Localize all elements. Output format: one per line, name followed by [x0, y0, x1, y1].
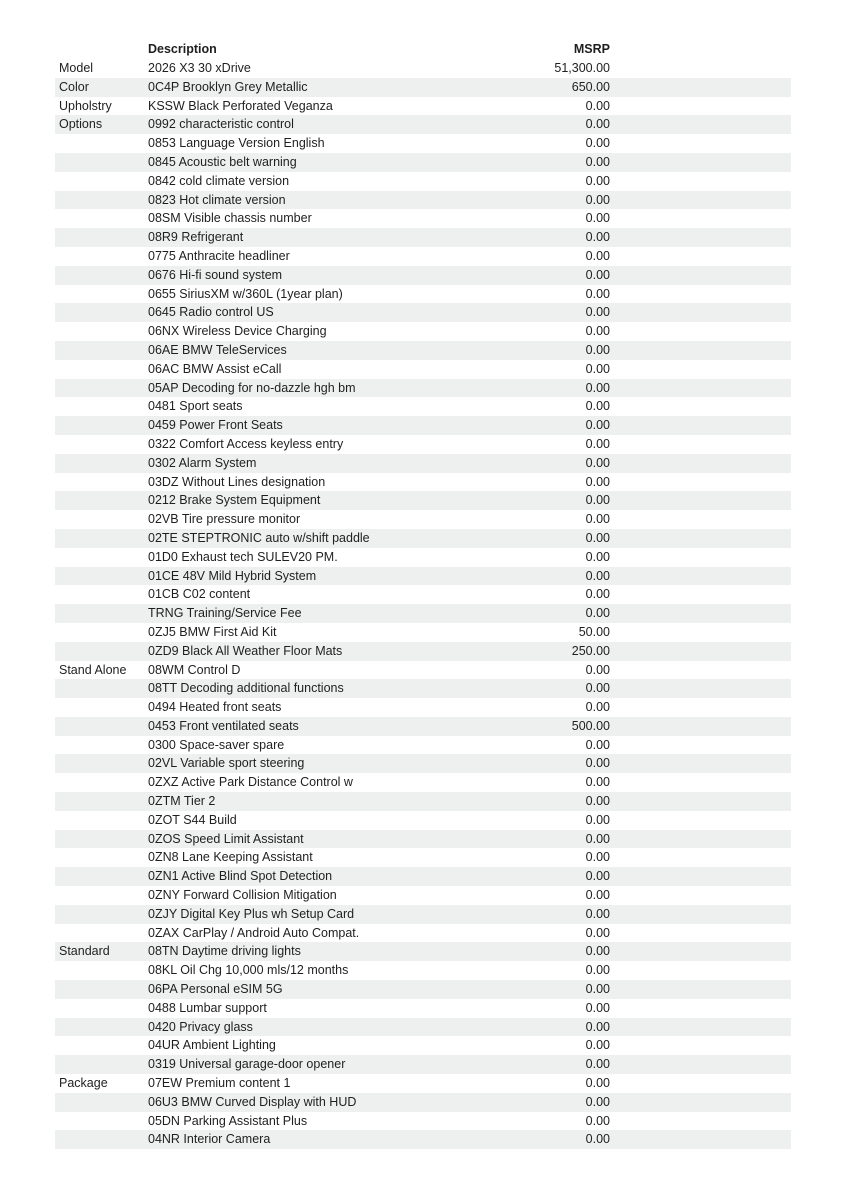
- description-cell: 0845 Acoustic belt warning: [148, 154, 297, 169]
- table-row: [55, 454, 791, 473]
- table-row: [55, 999, 791, 1018]
- spacer-cell: [610, 491, 791, 510]
- category-cell: [55, 228, 148, 247]
- table-row: [55, 604, 791, 623]
- description-cell: 0488 Lumbar support: [148, 1000, 267, 1015]
- spacer-cell: [610, 97, 791, 116]
- category-cell: Upholstry: [59, 98, 112, 113]
- table-row: [55, 510, 791, 529]
- category-cell: [55, 153, 148, 172]
- description-cell: 0853 Language Version English: [148, 136, 325, 151]
- description-cell: 0ZJY Digital Key Plus wh Setup Card: [148, 906, 355, 921]
- description-cell: 0992 characteristic control: [148, 117, 294, 132]
- description-cell: 05AP Decoding for no-dazzle hgh bm: [148, 380, 356, 395]
- description-cell: 08KL Oil Chg 10,000 mls/12 months: [148, 963, 349, 978]
- description-cell: 08SM Visible chassis number: [148, 211, 312, 226]
- msrp-cell: 500.00: [571, 718, 610, 733]
- spacer-cell: [610, 266, 791, 285]
- spacer-cell: [610, 548, 791, 567]
- msrp-cell: 0.00: [585, 1113, 610, 1128]
- msrp-cell: 0.00: [585, 888, 610, 903]
- description-cell: 0322 Comfort Access keyless entry: [148, 436, 344, 451]
- spacer-cell: [610, 228, 791, 247]
- category-cell: Standard: [59, 944, 110, 959]
- table-row: [55, 792, 791, 811]
- table-row: [55, 1093, 791, 1112]
- msrp-cell: 51,300.00: [554, 61, 610, 75]
- spacer-cell: [610, 623, 791, 642]
- category-cell: [55, 567, 148, 586]
- msrp-cell: 0.00: [585, 154, 610, 169]
- description-cell: 0ZXZ Active Park Distance Control w: [148, 775, 353, 790]
- spacer-cell: [610, 1036, 791, 1055]
- msrp-cell: 0.00: [585, 512, 610, 527]
- msrp-cell: 0.00: [585, 455, 610, 470]
- spacer-cell: [610, 642, 791, 661]
- category-cell: [55, 886, 148, 905]
- category-cell: [55, 792, 148, 811]
- table-row: [55, 285, 791, 304]
- category-cell: [55, 303, 148, 322]
- description-cell: 02TE STEPTRONIC auto w/shift paddle: [148, 530, 370, 545]
- table-row: [55, 247, 791, 266]
- msrp-cell: 0.00: [585, 136, 610, 151]
- msrp-cell: 0.00: [585, 380, 610, 395]
- description-cell: 0C4P Brooklyn Grey Metallic: [148, 79, 308, 94]
- msrp-cell: 0.00: [585, 1038, 610, 1053]
- spacer-cell: [610, 999, 791, 1018]
- msrp-cell: 0.00: [585, 399, 610, 414]
- msrp-cell: 0.00: [585, 568, 610, 583]
- category-cell: [55, 604, 148, 623]
- spacer-cell: [610, 717, 791, 736]
- spacer-cell: [610, 961, 791, 980]
- msrp-cell: 50.00: [578, 624, 610, 639]
- category-cell: [55, 679, 148, 698]
- spacer-cell: [610, 924, 791, 943]
- spacer-cell: [610, 754, 791, 773]
- table-row: [55, 115, 791, 134]
- description-cell: KSSW Black Perforated Veganza: [148, 98, 333, 113]
- spacer-cell: [610, 172, 791, 191]
- category-cell: [55, 1130, 148, 1149]
- spacer-cell: [610, 416, 791, 435]
- description-cell: 0ZN8 Lane Keeping Assistant: [148, 850, 313, 865]
- table-row: [55, 905, 791, 924]
- header-msrp-cell: MSRP: [573, 42, 610, 56]
- table-row: [55, 341, 791, 360]
- header-description-cell: Description: [148, 42, 217, 56]
- spacer-cell: [610, 1055, 791, 1074]
- category-cell: Model: [59, 61, 94, 75]
- msrp-cell: 0.00: [585, 530, 610, 545]
- category-cell: [55, 717, 148, 736]
- category-cell: [55, 379, 148, 398]
- msrp-cell: 0.00: [585, 944, 610, 959]
- description-cell: 07EW Premium content 1: [148, 1076, 291, 1091]
- msrp-cell: 0.00: [585, 850, 610, 865]
- description-cell: 06U3 BMW Curved Display with HUD: [148, 1094, 357, 1109]
- msrp-cell: 0.00: [585, 1132, 610, 1147]
- table-row: [55, 1112, 791, 1131]
- spacer-cell: [610, 811, 791, 830]
- category-cell: [55, 247, 148, 266]
- table-row: [55, 942, 791, 961]
- spacer-cell: [610, 886, 791, 905]
- category-cell: [55, 416, 148, 435]
- msrp-cell: 0.00: [585, 286, 610, 301]
- description-cell: 08R9 Refrigerant: [148, 230, 244, 245]
- msrp-cell: 0.00: [585, 248, 610, 263]
- spacer-cell: [610, 247, 791, 266]
- spacer-cell: [610, 454, 791, 473]
- description-cell: 02VL Variable sport steering: [148, 756, 305, 771]
- spacer-cell: [610, 59, 791, 78]
- description-cell: 0453 Front ventilated seats: [148, 718, 299, 733]
- table-row: [55, 416, 791, 435]
- spacer-cell: [610, 661, 791, 680]
- spacer-cell: [610, 980, 791, 999]
- category-cell: [55, 1093, 148, 1112]
- table-row: [55, 567, 791, 586]
- table-row: [55, 379, 791, 398]
- table-row: [55, 961, 791, 980]
- msrp-cell: 0.00: [585, 681, 610, 696]
- category-cell: Options: [59, 117, 103, 132]
- spacer-cell: [610, 379, 791, 398]
- description-cell: 0775 Anthracite headliner: [148, 248, 290, 263]
- vehicle-spec-table: [55, 40, 791, 1149]
- table-row: [55, 97, 791, 116]
- table-row: [55, 642, 791, 661]
- table-row: [55, 134, 791, 153]
- category-cell: [55, 848, 148, 867]
- description-cell: 0420 Privacy glass: [148, 1019, 253, 1034]
- table-row: [55, 585, 791, 604]
- description-cell: 02VB Tire pressure monitor: [148, 512, 301, 527]
- category-cell: [55, 905, 148, 924]
- msrp-cell: 0.00: [585, 831, 610, 846]
- msrp-cell: 0.00: [585, 117, 610, 132]
- table-row: [55, 754, 791, 773]
- table-row: [55, 661, 791, 680]
- msrp-cell: 0.00: [585, 418, 610, 433]
- spacer-cell: [610, 1018, 791, 1037]
- msrp-cell: 0.00: [585, 587, 610, 602]
- msrp-cell: 0.00: [585, 1000, 610, 1015]
- table-row: [55, 397, 791, 416]
- category-cell: [55, 924, 148, 943]
- description-cell: 0ZAX CarPlay / Android Auto Compat.: [148, 925, 360, 940]
- table-row: [55, 736, 791, 755]
- table-row: [55, 473, 791, 492]
- category-cell: [55, 773, 148, 792]
- spacer-cell: [610, 905, 791, 924]
- msrp-cell: 650.00: [571, 79, 610, 94]
- spacer-cell: [610, 341, 791, 360]
- table-row: [55, 773, 791, 792]
- spacer-cell: [610, 1093, 791, 1112]
- spacer-cell: [610, 78, 791, 97]
- category-cell: [55, 867, 148, 886]
- msrp-cell: 0.00: [585, 493, 610, 508]
- category-cell: [55, 172, 148, 191]
- msrp-cell: 0.00: [585, 342, 610, 357]
- description-cell: 01D0 Exhaust tech SULEV20 PM.: [148, 549, 338, 564]
- spacer-cell: [610, 942, 791, 961]
- table-row: [55, 924, 791, 943]
- table-row: [55, 1036, 791, 1055]
- msrp-cell: 0.00: [585, 1057, 610, 1072]
- table-row: [55, 322, 791, 341]
- description-cell: 01CB C02 content: [148, 587, 251, 602]
- description-cell: 0676 Hi-fi sound system: [148, 267, 283, 282]
- spacer-cell: [610, 134, 791, 153]
- msrp-cell: 0.00: [585, 361, 610, 376]
- msrp-cell: 0.00: [585, 925, 610, 940]
- category-cell: [55, 473, 148, 492]
- spacer-cell: [610, 473, 791, 492]
- msrp-cell: 0.00: [585, 906, 610, 921]
- category-cell: [55, 1112, 148, 1131]
- table-row: [55, 153, 791, 172]
- spacer-cell: [610, 191, 791, 210]
- description-cell: 01CE 48V Mild Hybrid System: [148, 568, 317, 583]
- msrp-cell: 0.00: [585, 1019, 610, 1034]
- category-cell: [55, 999, 148, 1018]
- spacer-cell: [610, 397, 791, 416]
- category-cell: [55, 435, 148, 454]
- category-cell: [55, 585, 148, 604]
- table-row: [55, 848, 791, 867]
- spacer-cell: [610, 604, 791, 623]
- category-cell: [55, 529, 148, 548]
- description-cell: 0ZOT S44 Build: [148, 812, 237, 827]
- category-cell: [55, 754, 148, 773]
- description-cell: TRNG Training/Service Fee: [148, 606, 302, 621]
- spacer-cell: [610, 1130, 791, 1149]
- msrp-cell: 0.00: [585, 324, 610, 339]
- spacer-cell: [610, 567, 791, 586]
- description-cell: 06PA Personal eSIM 5G: [148, 982, 283, 997]
- table-row: [55, 303, 791, 322]
- description-cell: 0494 Heated front seats: [148, 700, 282, 715]
- spacer-cell: [610, 209, 791, 228]
- msrp-cell: 0.00: [585, 474, 610, 489]
- msrp-cell: 0.00: [585, 662, 610, 677]
- table-row: [55, 980, 791, 999]
- spacer-cell: [610, 585, 791, 604]
- description-cell: 0ZJ5 BMW First Aid Kit: [148, 624, 277, 639]
- category-cell: [55, 698, 148, 717]
- spacer-cell: [610, 698, 791, 717]
- msrp-cell: 0.00: [585, 211, 610, 226]
- table-row: [55, 78, 791, 97]
- description-cell: 05DN Parking Assistant Plus: [148, 1113, 308, 1128]
- header-category-cell: [55, 40, 148, 59]
- msrp-cell: 0.00: [585, 700, 610, 715]
- description-cell: 0319 Universal garage-door opener: [148, 1057, 346, 1072]
- table-row: [55, 266, 791, 285]
- msrp-cell: 0.00: [585, 267, 610, 282]
- category-cell: [55, 961, 148, 980]
- description-cell: 06NX Wireless Device Charging: [148, 324, 327, 339]
- category-cell: [55, 360, 148, 379]
- table-header-row: [55, 40, 791, 59]
- table-row: [55, 360, 791, 379]
- spacer-cell: [610, 510, 791, 529]
- category-cell: [55, 491, 148, 510]
- table-row: [55, 1018, 791, 1037]
- description-cell: 0302 Alarm System: [148, 455, 257, 470]
- description-cell: 0ZTM Tier 2: [148, 794, 216, 809]
- table-row: [55, 830, 791, 849]
- description-cell: 06AE BMW TeleServices: [148, 342, 287, 357]
- table-row: [55, 623, 791, 642]
- description-cell: 06AC BMW Assist eCall: [148, 361, 282, 376]
- table-row: [55, 529, 791, 548]
- table-row: [55, 1074, 791, 1093]
- msrp-cell: 250.00: [571, 643, 610, 658]
- msrp-cell: 0.00: [585, 756, 610, 771]
- spacer-cell: [610, 322, 791, 341]
- msrp-cell: 0.00: [585, 963, 610, 978]
- msrp-cell: 0.00: [585, 549, 610, 564]
- table-row: [55, 679, 791, 698]
- description-cell: 2026 X3 30 xDrive: [148, 61, 251, 75]
- description-cell: 0481 Sport seats: [148, 399, 243, 414]
- category-cell: [55, 454, 148, 473]
- spacer-cell: [610, 867, 791, 886]
- spacer-cell: [610, 303, 791, 322]
- msrp-cell: 0.00: [585, 737, 610, 752]
- spacer-cell: [610, 285, 791, 304]
- category-cell: [55, 980, 148, 999]
- spacer-cell: [610, 1112, 791, 1131]
- header-spacer-cell: [610, 40, 791, 59]
- table-row: [55, 698, 791, 717]
- spacer-cell: [610, 360, 791, 379]
- description-cell: 04UR Ambient Lighting: [148, 1038, 276, 1053]
- msrp-cell: 0.00: [585, 230, 610, 245]
- spacer-cell: [610, 736, 791, 755]
- table-row: [55, 435, 791, 454]
- category-cell: [55, 134, 148, 153]
- msrp-cell: 0.00: [585, 1094, 610, 1109]
- category-cell: [55, 642, 148, 661]
- msrp-cell: 0.00: [585, 305, 610, 320]
- table-row: [55, 1130, 791, 1149]
- table-row: [55, 209, 791, 228]
- category-cell: [55, 397, 148, 416]
- table-row: [55, 59, 791, 78]
- msrp-cell: 0.00: [585, 775, 610, 790]
- category-cell: [55, 510, 148, 529]
- category-cell: [55, 811, 148, 830]
- msrp-cell: 0.00: [585, 1076, 610, 1091]
- table-row: [55, 1055, 791, 1074]
- spacer-cell: [610, 1074, 791, 1093]
- description-cell: 04NR Interior Camera: [148, 1132, 271, 1147]
- spacer-cell: [610, 773, 791, 792]
- table-row: [55, 867, 791, 886]
- msrp-cell: 0.00: [585, 192, 610, 207]
- spacer-cell: [610, 848, 791, 867]
- category-cell: [55, 341, 148, 360]
- category-cell: [55, 548, 148, 567]
- msrp-cell: 0.00: [585, 794, 610, 809]
- msrp-cell: 0.00: [585, 98, 610, 113]
- msrp-cell: 0.00: [585, 606, 610, 621]
- description-cell: 0645 Radio control US: [148, 305, 274, 320]
- description-cell: 03DZ Without Lines designation: [148, 474, 326, 489]
- table-row: [55, 191, 791, 210]
- table-row: [55, 172, 791, 191]
- spacer-cell: [610, 529, 791, 548]
- description-cell: 0459 Power Front Seats: [148, 418, 283, 433]
- msrp-cell: 0.00: [585, 982, 610, 997]
- description-cell: 08WM Control D: [148, 662, 241, 677]
- category-cell: [55, 322, 148, 341]
- description-cell: 0655 SiriusXM w/360L (1year plan): [148, 286, 343, 301]
- description-cell: 0ZD9 Black All Weather Floor Mats: [148, 643, 343, 658]
- spacer-cell: [610, 435, 791, 454]
- msrp-cell: 0.00: [585, 812, 610, 827]
- table-row: [55, 717, 791, 736]
- description-cell: 0ZNY Forward Collision Mitigation: [148, 888, 337, 903]
- spacer-cell: [610, 153, 791, 172]
- category-cell: [55, 736, 148, 755]
- table-row: [55, 491, 791, 510]
- description-cell: 0300 Space-saver spare: [148, 737, 285, 752]
- category-cell: [55, 1036, 148, 1055]
- spacer-cell: [610, 830, 791, 849]
- table-row: [55, 886, 791, 905]
- description-cell: 0212 Brake System Equipment: [148, 493, 321, 508]
- category-cell: [55, 285, 148, 304]
- spec-table-body: [55, 59, 791, 1149]
- category-cell: [55, 623, 148, 642]
- description-cell: 0ZN1 Active Blind Spot Detection: [148, 869, 333, 884]
- category-cell: [55, 191, 148, 210]
- category-cell: [55, 1018, 148, 1037]
- category-cell: [55, 1055, 148, 1074]
- category-cell: [55, 830, 148, 849]
- spacer-cell: [610, 115, 791, 134]
- spacer-cell: [610, 679, 791, 698]
- category-cell: Color: [59, 79, 89, 94]
- description-cell: 0ZOS Speed Limit Assistant: [148, 831, 304, 846]
- description-cell: 08TT Decoding additional functions: [148, 681, 344, 696]
- spacer-cell: [610, 792, 791, 811]
- category-cell: Stand Alone: [59, 662, 127, 677]
- category-cell: Package: [59, 1076, 108, 1091]
- table-row: [55, 228, 791, 247]
- msrp-cell: 0.00: [585, 436, 610, 451]
- description-cell: 0823 Hot climate version: [148, 192, 286, 207]
- category-cell: [55, 209, 148, 228]
- description-cell: 08TN Daytime driving lights: [148, 944, 301, 959]
- table-row: [55, 811, 791, 830]
- msrp-cell: 0.00: [585, 173, 610, 188]
- msrp-cell: 0.00: [585, 869, 610, 884]
- table-row: [55, 548, 791, 567]
- category-cell: [55, 266, 148, 285]
- description-cell: 0842 cold climate version: [148, 173, 290, 188]
